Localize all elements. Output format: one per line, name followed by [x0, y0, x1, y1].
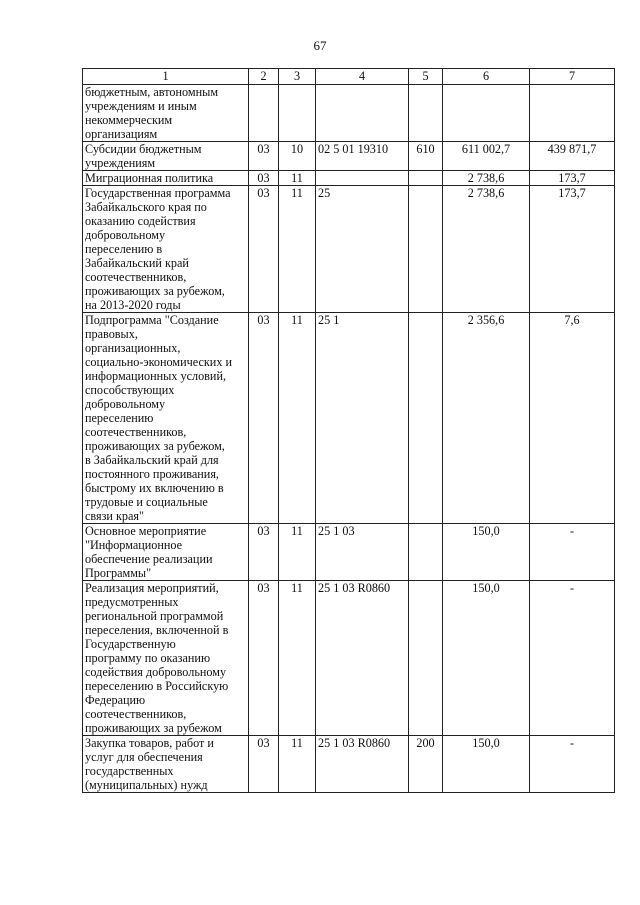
row-section: 03	[249, 581, 279, 736]
row-name: Миграционная политика	[83, 171, 249, 186]
row-target: 25	[316, 186, 409, 313]
row-type: 200	[409, 736, 443, 793]
row-subsection	[279, 85, 316, 142]
row-subsection: 10	[279, 142, 316, 171]
row-section: 03	[249, 186, 279, 313]
row-subsection: 11	[279, 171, 316, 186]
row-type	[409, 581, 443, 736]
page-number: 67	[313, 38, 327, 53]
row-type: 610	[409, 142, 443, 171]
row-target: 25 1 03 R0860	[316, 581, 409, 736]
row-amount2: 173,7	[530, 186, 615, 313]
row-target	[316, 171, 409, 186]
row-amount2: 7,6	[530, 313, 615, 524]
header-cell-section: 2	[249, 69, 279, 85]
row-amount1: 2 356,6	[443, 313, 530, 524]
row-subsection: 11	[279, 186, 316, 313]
row-subsection: 11	[279, 524, 316, 581]
row-section: 03	[249, 736, 279, 793]
header-cell-subsection: 3	[279, 69, 316, 85]
row-section: 03	[249, 524, 279, 581]
row-amount2: -	[530, 524, 615, 581]
row-type	[409, 313, 443, 524]
row-amount1: 2 738,6	[443, 186, 530, 313]
row-type	[409, 85, 443, 142]
row-name: Подпрограмма "Создание правовых, организационных, социально-экономических и информационных условий, способствующих добровольному переселению соотечественников, проживающих за рубежом, в Забайкальский край для постоянного проживания, быстрому их включению в трудовые и социальные связи края"	[83, 313, 249, 524]
row-amount2: 173,7	[530, 171, 615, 186]
row-subsection: 11	[279, 313, 316, 524]
row-section: 03	[249, 142, 279, 171]
table-row	[83, 313, 615, 524]
row-subsection: 11	[279, 581, 316, 736]
row-name: Государственная программа Забайкальского края по оказанию содействия добровольному переселению в Забайкальский край соотечественников, проживающих за рубежом, на 2013-2020 годы	[83, 186, 249, 313]
header-cell-amount1: 6	[443, 69, 530, 85]
row-target: 25 1	[316, 313, 409, 524]
row-name: Субсидии бюджетным учреждениям	[83, 142, 249, 171]
budget-table	[82, 68, 615, 793]
row-name: Закупка товаров, работ и услуг для обеспечения государственных (муниципальных) нужд	[83, 736, 249, 793]
row-amount1: 150,0	[443, 736, 530, 793]
row-name: бюджетным, автономным учреждениям и иным некоммерческим организациям	[83, 85, 249, 142]
row-subsection: 11	[279, 736, 316, 793]
row-target	[316, 85, 409, 142]
table-row	[83, 171, 615, 186]
row-amount1: 611 002,7	[443, 142, 530, 171]
row-amount1: 2 738,6	[443, 171, 530, 186]
row-amount1: 150,0	[443, 581, 530, 736]
table-row	[83, 581, 615, 736]
table-row	[83, 186, 615, 313]
header-cell-name: 1	[83, 69, 249, 85]
header-row	[83, 69, 615, 85]
row-section: 03	[249, 313, 279, 524]
table-row	[83, 142, 615, 171]
row-type	[409, 186, 443, 313]
row-target: 02 5 01 19310	[316, 142, 409, 171]
row-type	[409, 524, 443, 581]
row-target: 25 1 03 R0860	[316, 736, 409, 793]
row-section	[249, 85, 279, 142]
table-row	[83, 736, 615, 793]
table-row	[83, 85, 615, 142]
row-type	[409, 171, 443, 186]
row-amount1	[443, 85, 530, 142]
table-row	[83, 524, 615, 581]
row-amount1: 150,0	[443, 524, 530, 581]
row-amount2: -	[530, 581, 615, 736]
header-cell-target: 4	[316, 69, 409, 85]
row-name: Основное мероприятие "Информационное обеспечение реализации Программы"	[83, 524, 249, 581]
row-amount2	[530, 85, 615, 142]
row-target: 25 1 03	[316, 524, 409, 581]
row-amount2: -	[530, 736, 615, 793]
header-cell-type: 5	[409, 69, 443, 85]
header-cell-amount2: 7	[530, 69, 615, 85]
row-name: Реализация мероприятий, предусмотренных региональной программой переселения, включенной в Государственную программу по оказанию содействия добровольному переселению в Российскую Федерацию соотечественников, проживающих за рубежом	[83, 581, 249, 736]
row-amount2: 439 871,7	[530, 142, 615, 171]
row-section: 03	[249, 171, 279, 186]
